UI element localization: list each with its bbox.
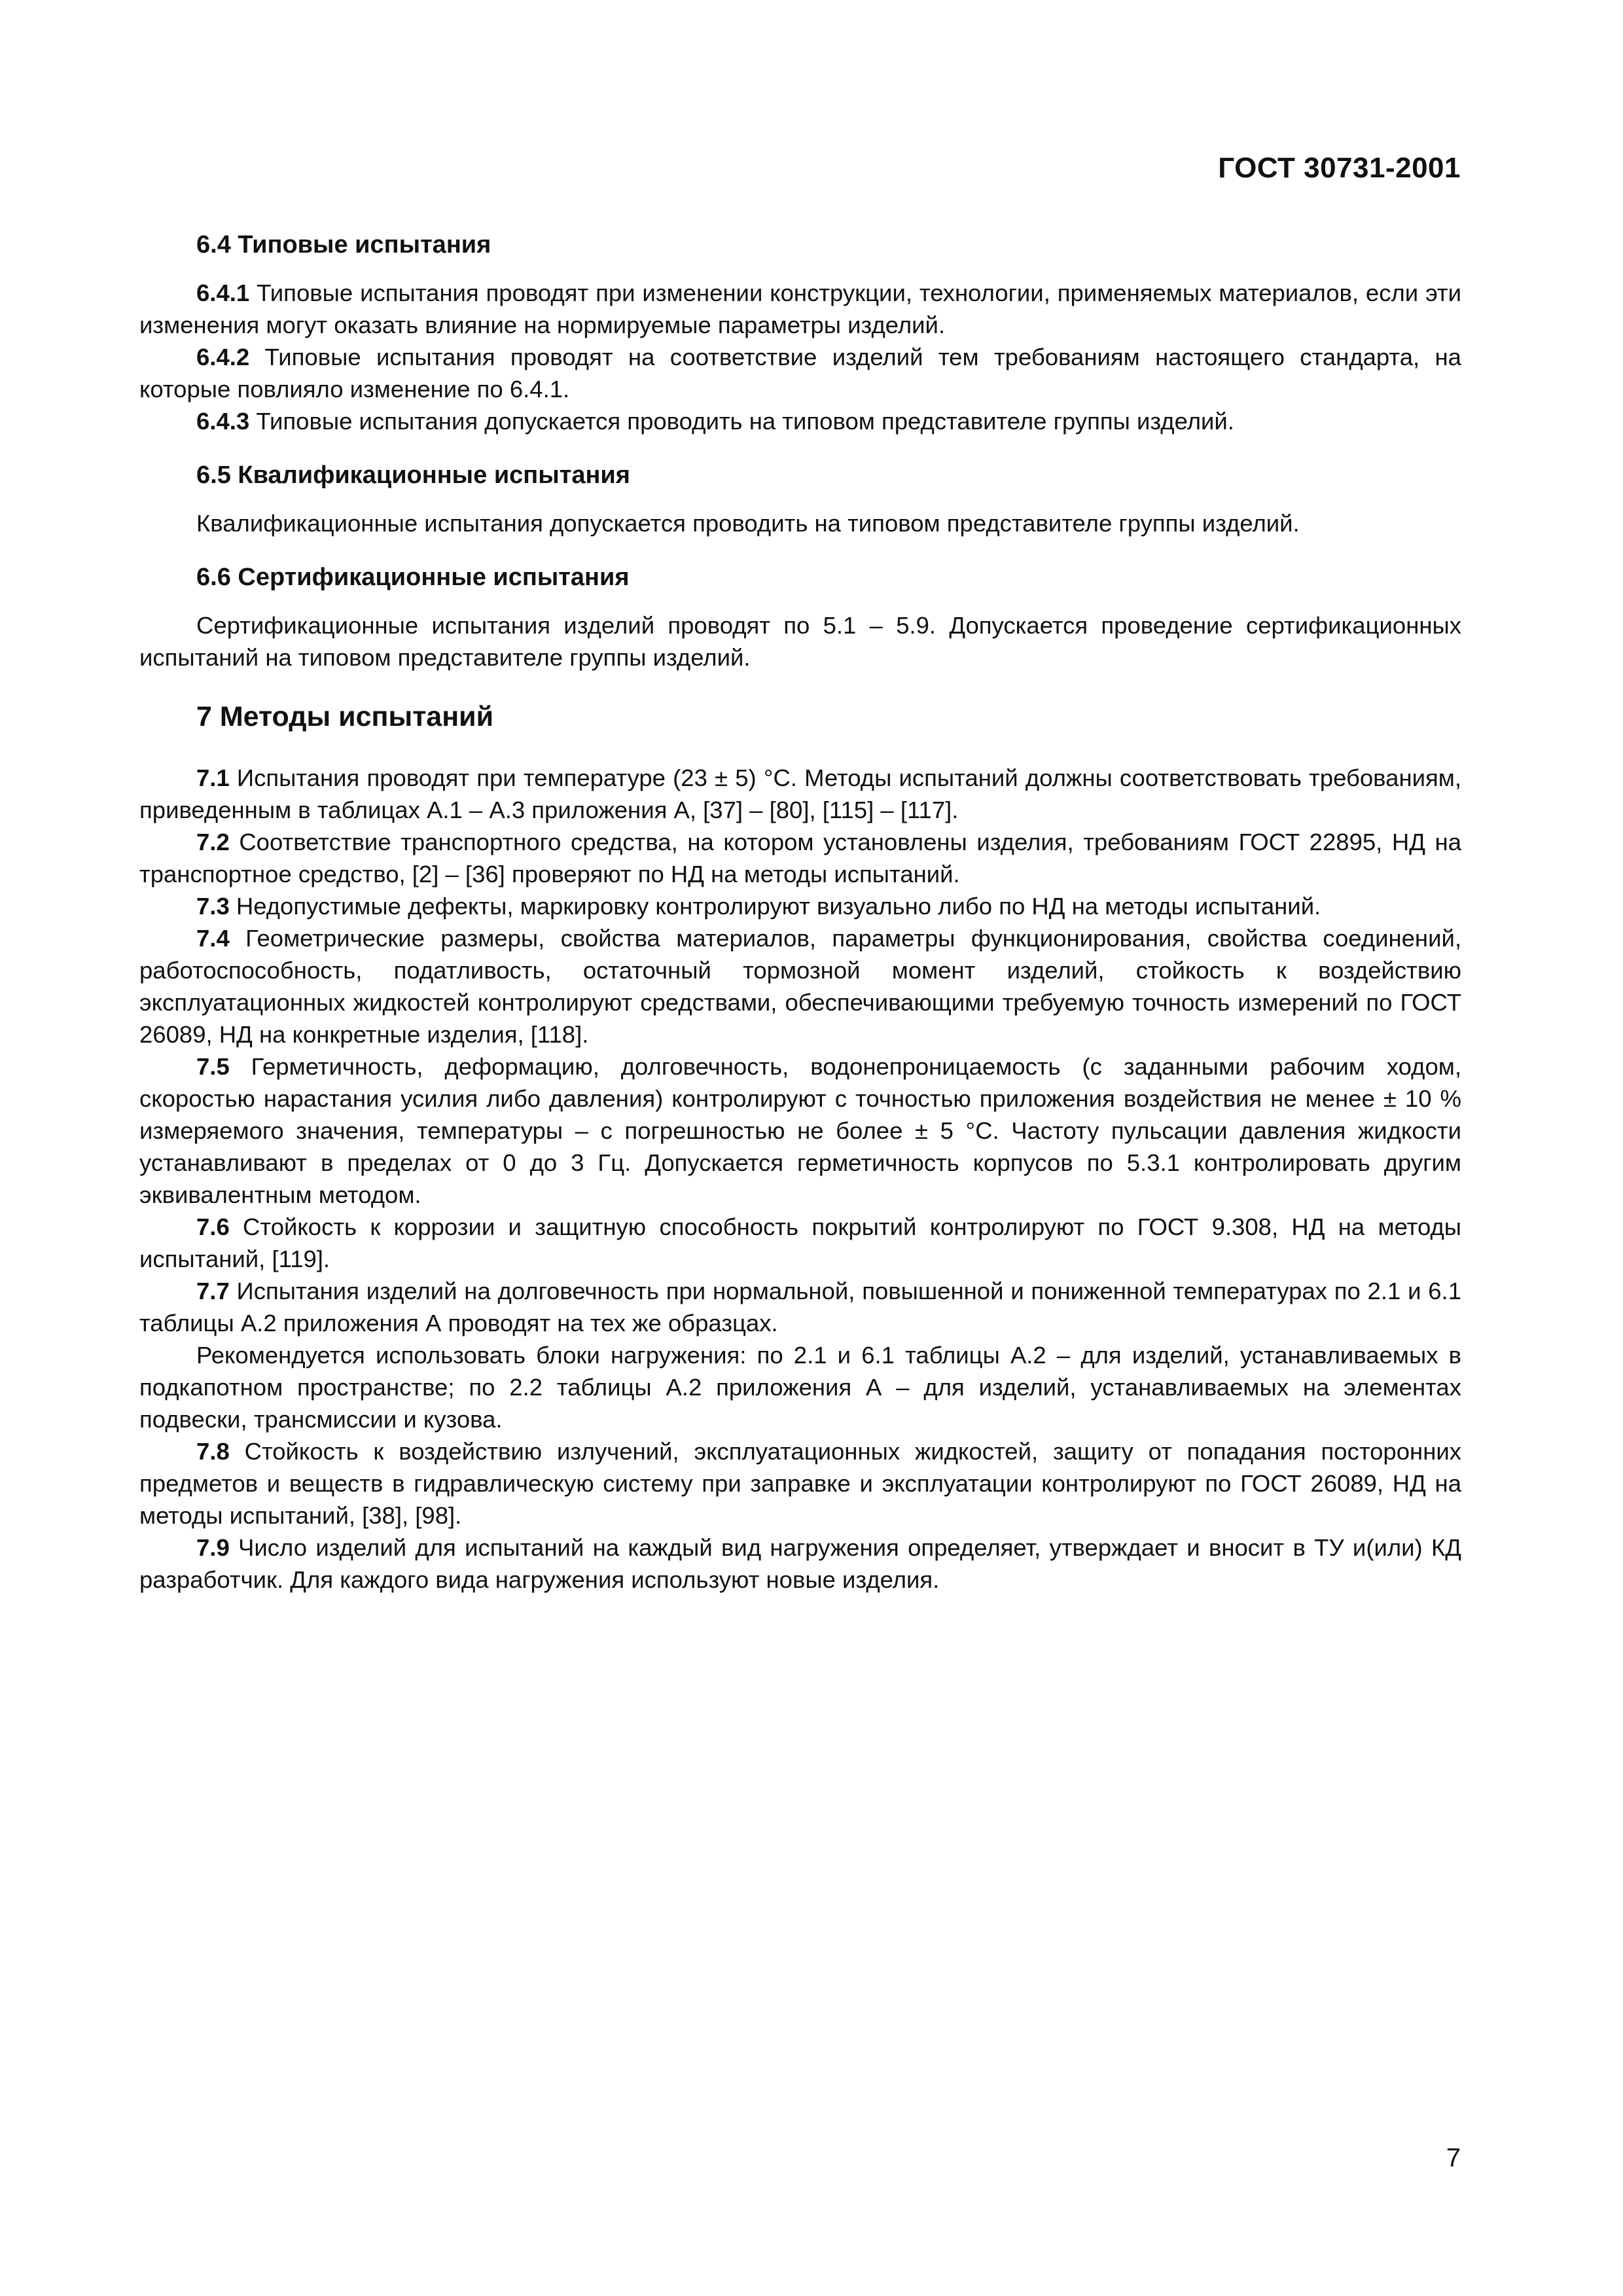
paragraph-7-6 [139,1211,1461,1275]
clause-number: 7.5 [196,1053,230,1080]
paragraph-6-4-2 [139,341,1461,405]
page-content [139,229,1461,1596]
clause-number: 6.4.2 [196,344,250,370]
clause-text: Типовые испытания проводят при изменении конструкции, технологии, применяемых материалов, если эти изменения могут оказать влияние на нормируемые параметры изделий. [139,279,1461,338]
clause-number: 6.4.3 [196,408,250,435]
paragraph-7-5 [139,1050,1461,1211]
clause-number: 7.8 [196,1438,230,1465]
page-number: 7 [1446,2144,1461,2172]
paragraph-7-7-recommendation [139,1339,1461,1435]
clause-number: 7.6 [196,1213,230,1240]
paragraph-7-3 [139,890,1461,922]
clause-text: Геометрические размеры, свойства материалов, параметры функционирования, свойства соединений, работоспособность, податливость, остаточный тормозной момент изделий, стойкость к воздействию эксплуатационных жидкостей контролируют средствами, обеспечивающими требуемую точность измерений по ГОСТ 26089, НД на конкретные изделия, [118]. [139,925,1461,1048]
clause-text: Число изделий для испытаний на каждый вид нагружения определяет, утверждает и вносит в ТУ и(или) КД разработчик. Для каждого вида нагружения используют новые изделия. [139,1534,1461,1593]
clause-text: Соответствие транспортного средства, на котором установлены изделия, требованиям ГОСТ 22895, НД на транспортное средство, [2] – [36] проверяют по НД на методы испытаний. [139,829,1461,888]
clause-text: Испытания проводят при температуре (23 ± 5) °С. Методы испытаний должны соответствовать требованиям, приведенным в таблицах А.1 – А.3 приложения А, [37] – [80], [115] – [117]. [139,764,1461,823]
paragraph-6-4-3 [139,405,1461,437]
paragraph-7-2 [139,826,1461,890]
paragraph-7-4 [139,922,1461,1050]
clause-text: Стойкость к воздействию излучений, эксплуатационных жидкостей, защиту от попадания посторонних предметов и веществ в гидравлическую систему при заправке и эксплуатации контролируют по ГОСТ 26089, НД на методы испытаний, [38], [98]. [139,1438,1461,1529]
clause-text: Стойкость к коррозии и защитную способность покрытий контролируют по ГОСТ 9.308, НД на методы испытаний, [119]. [139,1213,1461,1272]
clause-number: 6.4.1 [196,279,250,306]
paragraph-6-5 [139,507,1461,539]
clause-number: 7.9 [196,1534,230,1561]
clause-text: Типовые испытания допускается проводить на типовом представителе группы изделий. [249,408,1234,435]
paragraph-6-6 [139,609,1461,673]
chapter-heading-7: 7 Методы испытаний [196,701,494,732]
paragraph-7-1 [139,762,1461,826]
section-heading-6-5: 6.5 Квалификационные испытания [196,461,630,489]
section-heading-6-4: 6.4 Типовые испытания [196,231,491,259]
document-code: ГОСТ 30731-2001 [1218,152,1461,184]
clause-text: Типовые испытания проводят на соответствие изделий тем требованиям настоящего стандарта, на которые повлияло изменение по 6.4.1. [139,344,1461,403]
paragraph-7-8 [139,1435,1461,1532]
clause-text: Рекомендуется использовать блоки нагружения: по 2.1 и 6.1 таблицы А.2 – для изделий, устанавливаемых в подкапотном пространстве; по 2.2 таблицы А.2 приложения А – для изделий, устанавливаемых на элементах подвески, трансмиссии и кузова. [139,1342,1461,1433]
section-heading-6-6: 6.6 Сертификационные испытания [196,564,630,591]
clause-text: Недопустимые дефекты, маркировку контролируют визуально либо по НД на методы испытаний. [229,893,1321,920]
paragraph-7-9 [139,1532,1461,1596]
clause-number: 7.4 [196,925,230,952]
clause-text: Испытания изделий на долговечность при нормальной, повышенной и пониженной температурах по 2.1 и 6.1 таблицы А.2 приложения А проводят на тех же образцах. [139,1278,1461,1336]
clause-number: 7.7 [196,1278,230,1304]
paragraph-7-7 [139,1275,1461,1339]
clause-text: Герметичность, деформацию, долговечность, водонепроницаемость (с заданными рабочим ходом, скоростью нарастания усилия либо давления) контролируют с точностью приложения воздействия не менее ± 10 % измеряемого значения, температуры – с погрешностью не более ± 5 °С. Частоту пульсации давления жидкости устанавливают в пределах от 0 до 3 Гц. Допускается герметичность корпусов по 5.3.1 контролировать другим эквивалентным методом. [139,1053,1461,1208]
clause-text: Сертификационные испытания изделий проводят по 5.1 – 5.9. Допускается проведение сертификационных испытаний на типовом представителе группы изделий. [139,612,1461,671]
clause-text: Квалификационные испытания допускается проводить на типовом представителе группы изделий. [196,510,1300,537]
paragraph-6-4-1 [139,277,1461,341]
clause-number: 7.2 [196,829,230,855]
clause-number: 7.3 [196,893,230,920]
clause-number: 7.1 [196,764,230,791]
